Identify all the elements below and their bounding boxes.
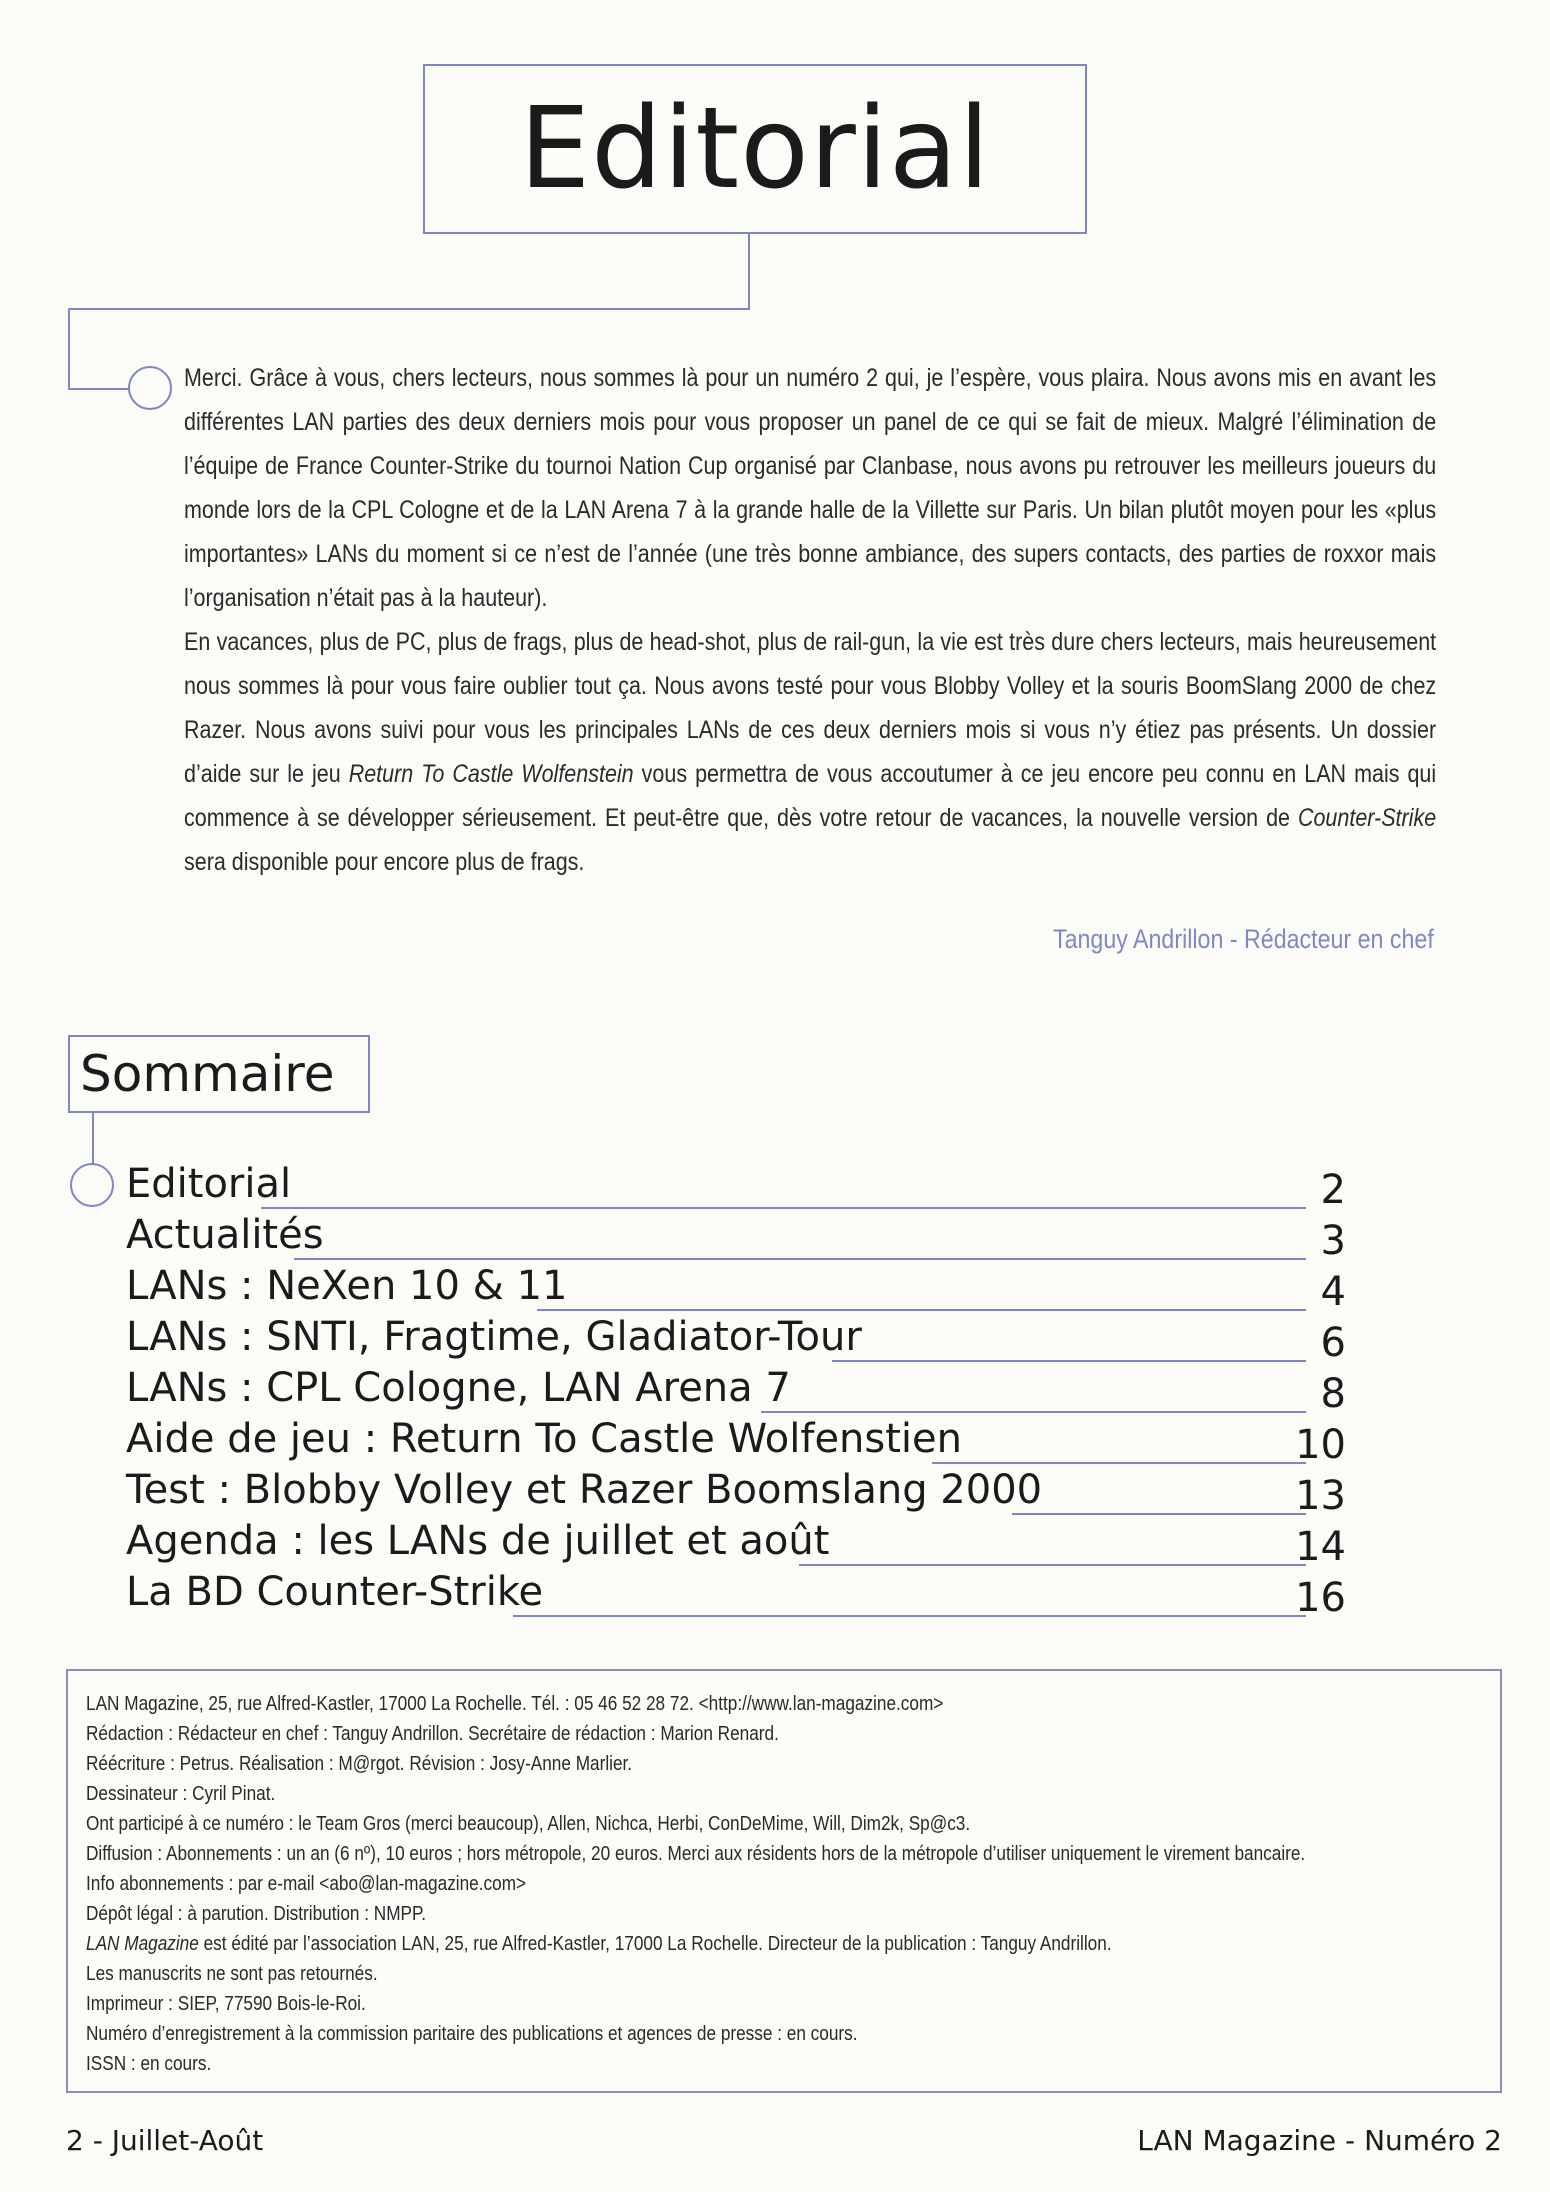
credits-line: Rédaction : Rédacteur en chef : Tanguy Andrillon. Secrétaire de rédaction : Marion Renard. bbox=[86, 1723, 779, 1745]
credits-line: Imprimeur : SIEP, 77590 Bois-le-Roi. bbox=[86, 1993, 366, 2015]
sommaire-connector bbox=[92, 1113, 94, 1165]
toc-item[interactable] bbox=[126, 1160, 1346, 1211]
toc-item[interactable] bbox=[126, 1364, 1346, 1415]
toc-item-rule bbox=[799, 1564, 1306, 1566]
toc-item-rule bbox=[1012, 1513, 1306, 1515]
credits-line: Diffusion : Abonnements : un an (6 nº), 10 euros ; hors métropole, 20 euros. Merci aux résidents hors de la métropole d’utiliser uniquement le virement bancaire. bbox=[86, 1843, 1306, 1865]
toc-item[interactable] bbox=[126, 1415, 1346, 1466]
credits-line: Les manuscrits ne sont pas retournés. bbox=[86, 1963, 378, 1985]
title-connector-horizontal bbox=[68, 308, 750, 310]
toc-item-page: 3 bbox=[1320, 1218, 1346, 1264]
title-connector-vertical bbox=[748, 234, 750, 310]
game-title-rtcw: Return To Castle Wolfenstein bbox=[348, 760, 634, 788]
sommaire-bullet-circle bbox=[70, 1163, 114, 1207]
editorial-signature: Tanguy Andrillon - Rédacteur en chef bbox=[1053, 924, 1434, 954]
editorial-paragraph-1: Merci. Grâce à vous, chers lecteurs, nous sommes là pour un numéro 2 qui, je l’espère, vous plaira. Nous avons mis en avant les différentes LAN parties des deux derniers mois pour vous proposer un panel de ce qui se fait de mieux. Malgré l’élimination de l’équipe de France Counter-Strike du tournoi Nation Cup organisé par Clanbase, nous avons pu retrouver les meilleurs joueurs du monde lors de la CPL Cologne et de la LAN Arena 7 à la grande halle de la Villette sur Paris. Un bilan plutôt moyen pour les «plus importantes» LANs du moment si ce n’est de l’année (une très bonne ambiance, des supers contacts, des parties de roxxor mais l’organisation n’était pas à la hauteur). bbox=[184, 364, 1437, 612]
toc-item-label: LANs : CPL Cologne, LAN Arena 7 bbox=[126, 1365, 791, 1411]
sommaire-title: Sommaire bbox=[80, 1045, 335, 1103]
toc-item-rule bbox=[761, 1411, 1306, 1413]
table-of-contents bbox=[126, 1160, 1346, 1619]
credits-line: Info abonnements : par e-mail <abo@lan-magazine.com> bbox=[86, 1873, 527, 1895]
toc-item-label: Aide de jeu : Return To Castle Wolfenstien bbox=[126, 1416, 962, 1462]
editorial-title: Editorial bbox=[519, 84, 991, 214]
sommaire-title-box bbox=[68, 1035, 370, 1113]
toc-item-label: LANs : SNTI, Fragtime, Gladiator-Tour bbox=[126, 1314, 862, 1360]
credits-line: Réécriture : Petrus. Réalisation : M@rgot. Révision : Josy-Anne Marlier. bbox=[86, 1753, 633, 1775]
toc-item-page: 2 bbox=[1320, 1167, 1346, 1213]
footer-magazine-number: LAN Magazine - Numéro 2 bbox=[1137, 2124, 1502, 2157]
toc-item-rule bbox=[294, 1258, 1306, 1260]
toc-item-label: Test : Blobby Volley et Razer Boomslang 2000 bbox=[126, 1467, 1043, 1513]
editorial-body bbox=[184, 356, 1436, 884]
toc-item-label: Editorial bbox=[126, 1161, 292, 1207]
toc-item[interactable] bbox=[126, 1466, 1346, 1517]
toc-item-rule bbox=[261, 1207, 1306, 1209]
toc-item-label: La BD Counter-Strike bbox=[126, 1569, 544, 1615]
toc-item[interactable] bbox=[126, 1568, 1346, 1619]
game-title-cs: Counter-Strike bbox=[1297, 804, 1437, 832]
toc-item-rule bbox=[513, 1615, 1306, 1617]
left-connector-horizontal bbox=[68, 388, 132, 390]
toc-item-rule bbox=[932, 1462, 1306, 1464]
credits-line: Ont participé à ce numéro : le Team Gros (merci beaucoup), Allen, Nichca, Herbi, ConDeMime, Will, Dim2k, Sp@c3. bbox=[86, 1813, 971, 1835]
left-connector-vertical bbox=[68, 308, 70, 390]
toc-item-page: 13 bbox=[1295, 1473, 1346, 1519]
toc-item-label: Actualités bbox=[126, 1212, 324, 1258]
toc-item[interactable] bbox=[126, 1262, 1346, 1313]
toc-item-label: Agenda : les LANs de juillet et août bbox=[126, 1518, 830, 1564]
toc-item-page: 14 bbox=[1295, 1524, 1346, 1570]
toc-item-rule bbox=[537, 1309, 1306, 1311]
credits-line: Dépôt légal : à parution. Distribution : NMPP. bbox=[86, 1903, 427, 1925]
toc-item-page: 6 bbox=[1320, 1320, 1346, 1366]
credits-line: Numéro d’enregistrement à la commission paritaire des publications et agences de presse : en cours. bbox=[86, 2023, 858, 2045]
toc-item[interactable] bbox=[126, 1313, 1346, 1364]
toc-item-label: LANs : NeXen 10 & 11 bbox=[126, 1263, 568, 1309]
toc-item-page: 8 bbox=[1320, 1371, 1346, 1417]
publisher-name: LAN Magazine bbox=[86, 1933, 199, 1955]
toc-item[interactable] bbox=[126, 1517, 1346, 1568]
credits-publisher-line: LAN Magazine est édité par l’association LAN, 25, rue Alfred-Kastler, 17000 La Rochelle. Directeur de la publication : Tanguy Andrillon. bbox=[86, 1933, 1112, 1955]
toc-item-rule bbox=[832, 1360, 1306, 1362]
toc-item-page: 10 bbox=[1295, 1422, 1346, 1468]
credits-line: ISSN : en cours. bbox=[86, 2053, 212, 2075]
footer-issue-date: 2 - Juillet-Août bbox=[66, 2124, 264, 2157]
toc-item-page: 16 bbox=[1295, 1575, 1346, 1621]
editorial-paragraph-2: En vacances, plus de PC, plus de frags, plus de head-shot, plus de rail-gun, la vie est très dure chers lecteurs, mais heureusement nous sommes là pour vous faire oublier tout ça. Nous avons testé pour vous Blobby Volley et la souris BoomSlang 2000 de chez Razer. Nous avons suivi pour vous les principales LANs de ces deux derniers mois si vous n’y étiez pas présents. Un dossier d’aide sur le jeu Return To Castle Wolfenstein vous permettra de vous accoutumer à ce jeu encore peu connu en LAN mais qui commence à se développer sérieusement. Et peut-être que, dès votre retour de vacances, la nouvelle version de Counter-Strike sera disponible pour encore plus de frags. bbox=[184, 628, 1437, 876]
credits-line: LAN Magazine, 25, rue Alfred-Kastler, 17000 La Rochelle. Tél. : 05 46 52 28 72. <http://www.lan-magazine.com> bbox=[86, 1693, 944, 1715]
editorial-title-box bbox=[423, 64, 1087, 234]
credits-box bbox=[66, 1669, 1502, 2093]
credits-line: Dessinateur : Cyril Pinat. bbox=[86, 1783, 276, 1805]
toc-item[interactable] bbox=[126, 1211, 1346, 1262]
toc-item-page: 4 bbox=[1320, 1269, 1346, 1315]
editorial-bullet-circle bbox=[128, 366, 172, 410]
